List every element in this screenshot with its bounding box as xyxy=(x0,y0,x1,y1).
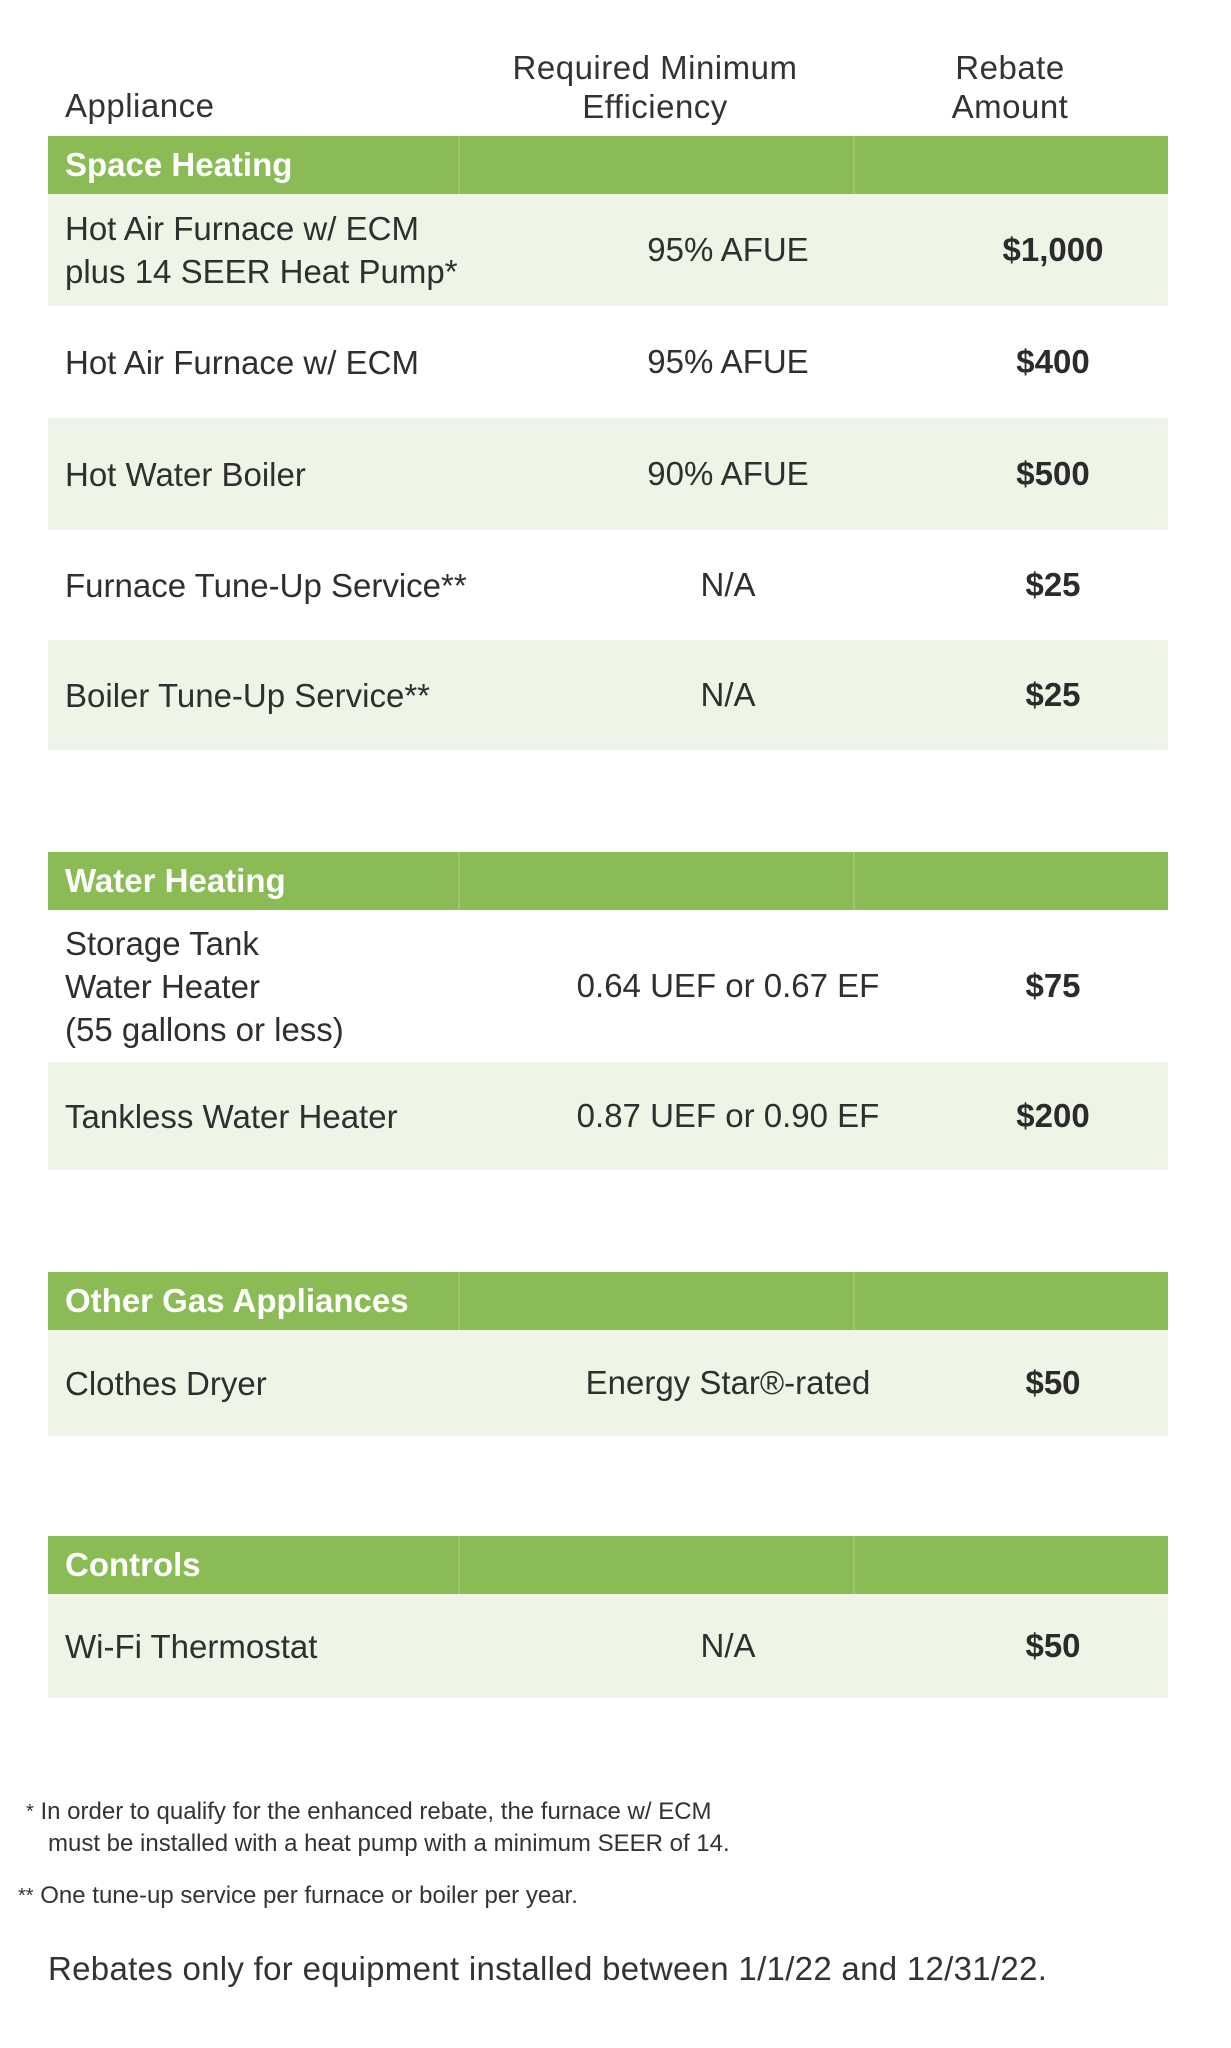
section-band xyxy=(48,852,1168,910)
efficiency-cell: 95% AFUE xyxy=(647,343,809,380)
efficiency-cell: 0.64 UEF or 0.67 EF xyxy=(576,967,880,1004)
table-row xyxy=(48,1594,1168,1698)
section-space-heating xyxy=(48,136,1168,750)
band-divider xyxy=(458,1536,460,1594)
rebate-cell: $500 xyxy=(1016,455,1090,492)
column-header-efficiency-line1: Required Minimum xyxy=(512,49,798,86)
table-row xyxy=(48,1330,1168,1436)
band-divider xyxy=(458,1272,460,1330)
efficiency-cell: 90% AFUE xyxy=(647,455,809,492)
appliance-cell: Tankless Water Heater xyxy=(65,1097,398,1135)
footnote-single-asterisk xyxy=(26,1796,730,1860)
appliance-cell: Clothes Dryer xyxy=(65,1364,267,1402)
band-divider xyxy=(853,1536,855,1594)
appliance-line: Storage Tank xyxy=(65,924,259,962)
efficiency-cell: N/A xyxy=(700,676,756,713)
rebate-cell: $50 xyxy=(1025,1627,1081,1664)
appliance-line: Hot Air Furnace w/ ECM xyxy=(65,210,419,247)
efficiency-cell: N/A xyxy=(700,566,756,603)
rebate-cell: $25 xyxy=(1025,566,1081,603)
appliance-cell: Furnace Tune-Up Service** xyxy=(65,566,467,604)
table-row xyxy=(48,530,1168,640)
footnote-mark: * xyxy=(26,1801,34,1823)
footnote-line: One tune-up service per furnace or boiler per year. xyxy=(40,1882,578,1909)
section-band xyxy=(48,1536,1168,1594)
section-other-gas-appliances xyxy=(48,1272,1168,1436)
efficiency-cell: 95% AFUE xyxy=(647,231,809,268)
section-title: Water Heating xyxy=(65,862,286,899)
section-water-heating xyxy=(48,852,1168,1170)
appliance-line: plus 14 SEER Heat Pump* xyxy=(65,253,458,290)
appliance-line: Water Heater xyxy=(65,967,261,1005)
footnote-mark: ** xyxy=(18,1885,34,1907)
section-title: Controls xyxy=(65,1546,201,1583)
band-divider xyxy=(458,852,460,910)
appliance-cell: Hot Water Boiler xyxy=(65,455,306,493)
footnote-line: must be installed with a heat pump with a minimum SEER of 14. xyxy=(48,1830,730,1857)
section-title: Space Heating xyxy=(65,146,293,183)
section-band xyxy=(48,136,1168,194)
column-header-rebate xyxy=(930,48,1090,126)
column-header-appliance: Appliance xyxy=(65,87,215,124)
table-row xyxy=(48,194,1168,306)
band-divider xyxy=(853,1272,855,1330)
appliance-cell: Wi-Fi Thermostat xyxy=(65,1627,318,1665)
section-title: Other Gas Appliances xyxy=(65,1282,409,1319)
rebate-cell: $25 xyxy=(1025,676,1081,713)
rebate-cell: $1,000 xyxy=(1002,231,1104,268)
footer-note: Rebates only for equipment installed between 1/1/22 and 12/31/22. xyxy=(48,1950,1048,1987)
column-header-efficiency-line2: Efficiency xyxy=(582,88,728,125)
rebate-cell: $200 xyxy=(1016,1097,1090,1134)
band-divider xyxy=(458,136,460,194)
table-row xyxy=(48,640,1168,750)
column-header-rebate-line1: Rebate xyxy=(955,49,1065,86)
column-header-rebate-line2: Amount xyxy=(951,88,1069,125)
efficiency-cell: N/A xyxy=(700,1627,756,1664)
column-header-efficiency xyxy=(500,48,810,126)
footnote-double-asterisk xyxy=(18,1880,578,1912)
table-row xyxy=(48,418,1168,530)
appliance-line: (55 gallons or less) xyxy=(65,1010,344,1048)
table-row xyxy=(48,910,1168,1062)
appliance-cell xyxy=(65,922,344,1051)
appliance-cell: Boiler Tune-Up Service** xyxy=(65,676,430,714)
band-divider xyxy=(853,136,855,194)
section-band xyxy=(48,1272,1168,1330)
appliance-cell xyxy=(65,207,458,293)
efficiency-cell: 0.87 UEF or 0.90 EF xyxy=(576,1097,880,1134)
rebate-cell: $50 xyxy=(1025,1364,1081,1401)
table-row xyxy=(48,1062,1168,1170)
band-divider xyxy=(853,852,855,910)
section-controls xyxy=(48,1536,1168,1698)
appliance-cell: Hot Air Furnace w/ ECM xyxy=(65,343,419,381)
rebate-cell: $400 xyxy=(1016,343,1090,380)
table-row xyxy=(48,306,1168,418)
footnote-line: In order to qualify for the enhanced rebate, the furnace w/ ECM xyxy=(40,1798,712,1825)
rebate-cell: $75 xyxy=(1025,967,1081,1004)
efficiency-cell: Energy Star®-rated xyxy=(585,1364,871,1401)
